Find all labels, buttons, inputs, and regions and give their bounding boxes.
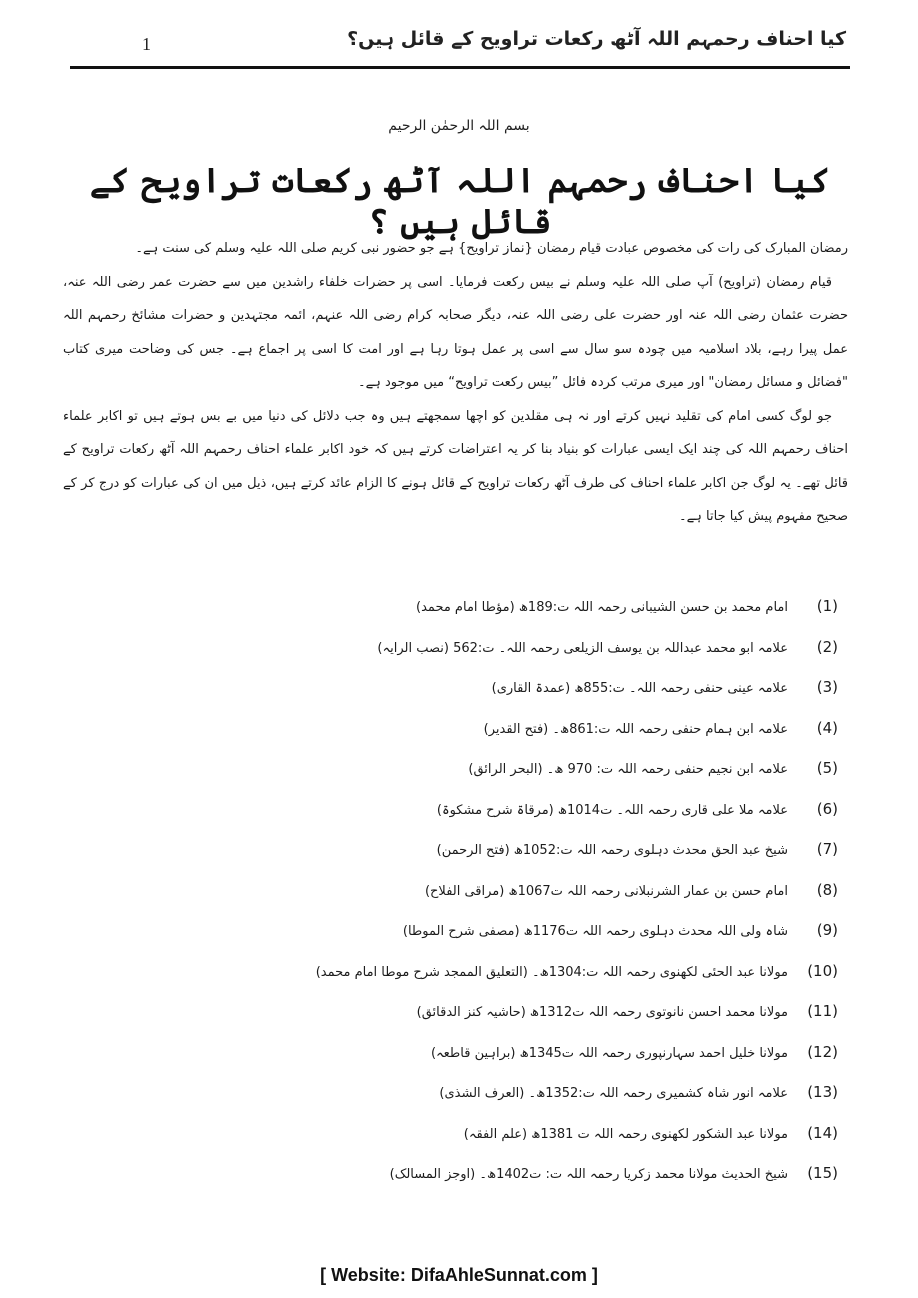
list-text: مولانا خلیل احمد سہارنپوری رحمہ اللہ ت1345ھ (براہین قاطعہ) bbox=[430, 1045, 788, 1061]
list-text: علامہ ملا علی قاری رحمہ اللہ۔ ت1014ھ (مرقاۃ شرح مشکوۃ) bbox=[436, 802, 788, 818]
list-item bbox=[278, 956, 838, 997]
list-text: مولانا عبد الحئی لکھنوی رحمہ اللہ ت:1304ھ۔ (التعلیق الممجد شرح موطا امام محمد) bbox=[315, 964, 788, 980]
list-number: (4) bbox=[816, 718, 838, 737]
list-text: علامہ عینی حنفی رحمہ اللہ۔ ت:855ھ (عمدۃ القاری) bbox=[491, 681, 788, 696]
list-item bbox=[278, 996, 838, 1037]
list-text: شاہ ولی اللہ محدث دہلوی رحمہ اللہ ت1176ھ (مصفی شرح الموطا) bbox=[402, 924, 788, 939]
list-text: علامہ ابو محمد عبداللہ بن یوسف الزیلعی رحمہ اللہ۔ ت:562 (نصب الرایہ) bbox=[377, 640, 788, 656]
list-text: علامہ ابن نجیم حنفی رحمہ اللہ ت: 970 ھ۔ (البحر الرائق) bbox=[468, 762, 788, 777]
website-footer: [ Website: DifaAhleSunnat.com ] bbox=[320, 1265, 598, 1285]
list-item bbox=[278, 672, 838, 713]
list-item bbox=[278, 591, 838, 632]
list-text: امام حسن بن عمار الشرنبلانی رحمہ اللہ ت1067ھ (مراقی الفلاح) bbox=[424, 883, 788, 899]
list-number: (12) bbox=[807, 1042, 838, 1061]
list-text: علامہ ابن ہمام حنفی رحمہ اللہ ت:861ھ۔ (فتح القدیر) bbox=[483, 721, 788, 737]
list-number: (10) bbox=[807, 961, 838, 980]
list-text: شیخ عبد الحق محدث دہلوی رحمہ اللہ ت:1052ھ (فتح الرحمن) bbox=[436, 843, 788, 858]
list-text: علامہ انور شاہ کشمیری رحمہ اللہ ت:1352ھ۔ (العرف الشذی) bbox=[439, 1086, 788, 1101]
list-text: امام محمد بن حسن الشیبانی رحمہ اللہ ت:189ھ (مؤطا امام محمد) bbox=[416, 600, 788, 615]
paragraph: قیام رمضان (تراویح) آپ صلی اللہ علیہ وسلم نے بیس رکعت فرمایا۔ اسی پر حضرات خلفاء راشدین میں سے حضرت عمر رضی اللہ عنہ، حضرت عثمان رضی اللہ عنہ اور حضرت علی رضی اللہ عنہ، دیگر صحابہ کرام رضی اللہ عنہم، ائمہ مجتہدین و حضرات مشائخ رحمہم اللہ عمل پیرا رہے، بلاد اسلامیہ میں چودہ سو سال سے اسی پر عمل ہوتا رہا ہے اور امت کا اسی پر اجماع ہے۔ جس کی وضاحت میری کتاب "فضائل و مسائل رمضان" اور میری مرتب کردہ فائل ”بیس رکعت تراویح“ میں موجود ہے۔ bbox=[63, 274, 848, 390]
list-number: (13) bbox=[807, 1083, 838, 1101]
list-text: شیخ الحدیث مولانا محمد زکریا رحمہ اللہ ت: ت1402ھ۔ (اوجز المسالک) bbox=[389, 1167, 788, 1182]
list-item bbox=[278, 1037, 838, 1078]
list-number: (15) bbox=[807, 1164, 838, 1182]
list-text: مولانا محمد احسن نانوتوی رحمہ اللہ ت1312ھ (حاشیہ کنز الدقائق) bbox=[416, 1005, 788, 1020]
page-number: 1 bbox=[142, 34, 151, 54]
bismillah: بسم اللہ الرحمٰن الرحیم bbox=[388, 118, 530, 134]
list-item bbox=[278, 1077, 838, 1118]
list-number: (3) bbox=[816, 678, 838, 696]
list-item bbox=[278, 794, 838, 835]
list-number: (8) bbox=[816, 880, 838, 899]
paragraph: جو لوگ کسی امام کی تقلید نہیں کرتے اور نہ ہی مقلدین کو اچھا سمجھتے ہیں وہ جب دلائل کی دنیا میں بے بس ہوتے ہیں تو اکابر علماء احناف رحمہم اللہ کی چند ایک ایسی عبارات کو بنیاد بنا کر یہ اعتراضات کرتے ہیں کہ خود اکابر علماء احناف رحمہم اللہ آٹھ رکعات تراویح کے قائل تھے۔ یہ لوگ جن اکابر علماء احناف کی طرف آٹھ رکعات تراویح کے قائل ہونے کا الزام عائد کرتے ہیں، ذیل میں ان کی عبارات کو درج کر کے صحیح مفہوم پیش کیا جاتا ہے۔ bbox=[63, 408, 848, 524]
page-header bbox=[70, 22, 850, 69]
document-title: کیا احناف رحمہم اللہ آٹھ رکعات تراویح کے قائل ہیں ؟ bbox=[89, 161, 831, 242]
list-number: (11) bbox=[807, 1002, 838, 1020]
list-item bbox=[278, 915, 838, 956]
list-item bbox=[278, 753, 838, 794]
list-item bbox=[278, 875, 838, 916]
list-item bbox=[278, 632, 838, 673]
list-text: مولانا عبد الشکور لکھنوی رحمہ اللہ ت 1381ھ (علم الفقہ) bbox=[463, 1126, 788, 1142]
list-number: (2) bbox=[816, 637, 838, 656]
list-number: (6) bbox=[816, 799, 838, 818]
list-number: (7) bbox=[816, 840, 838, 858]
body-text bbox=[63, 232, 848, 534]
list-number: (1) bbox=[816, 597, 838, 615]
list-item bbox=[278, 834, 838, 875]
list-item bbox=[278, 1158, 838, 1199]
header-title: کیا احناف رحمہم اللہ آٹھ رکعات تراویح کے قائل ہیں؟ bbox=[347, 28, 846, 50]
reference-list bbox=[278, 591, 838, 1199]
list-item bbox=[278, 713, 838, 754]
list-number: (5) bbox=[816, 759, 838, 777]
list-number: (9) bbox=[816, 921, 838, 939]
list-item bbox=[278, 1118, 838, 1159]
paragraph: رمضان المبارک کی رات کی مخصوص عبادت قیام رمضان {نماز تراویح} ہے جو حضور نبی کریم صلی اللہ علیہ وسلم کی سنت ہے۔ bbox=[135, 241, 848, 256]
list-number: (14) bbox=[807, 1123, 838, 1142]
